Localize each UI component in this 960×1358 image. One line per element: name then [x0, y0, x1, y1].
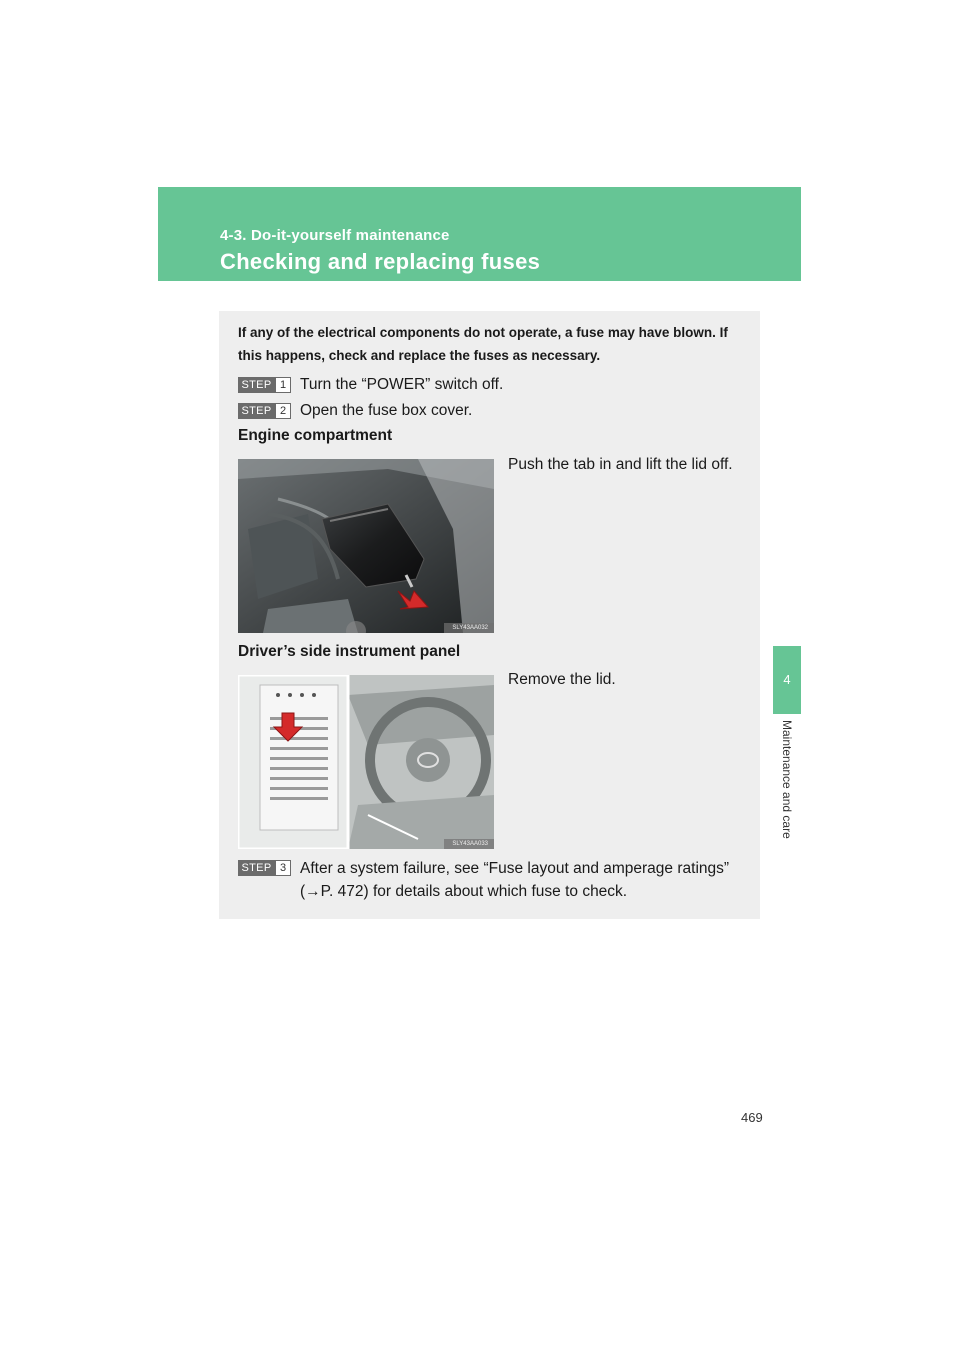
chapter-name: Maintenance and care	[780, 720, 794, 839]
engine-fuse-box-photo	[238, 459, 494, 633]
step-2-text: Open the fuse box cover.	[300, 402, 473, 419]
content-panel	[219, 311, 760, 919]
engine-compartment-illustration	[238, 459, 494, 633]
section-label: 4-3. Do-it-yourself maintenance	[220, 227, 450, 244]
step-1-text: Turn the “POWER” switch off.	[300, 376, 504, 393]
engine-compartment-heading: Engine compartment	[238, 427, 393, 444]
instrument-panel-photo	[238, 675, 494, 849]
page-number: 469	[741, 1110, 763, 1125]
engine-caption: Push the tab in and lift the lid off.	[508, 456, 733, 473]
step-badge: STEP 1	[238, 377, 291, 393]
step-3-text: After a system failure, see “Fuse layout and amperage ratings” (→P. 472) for details about which fuse to check.	[300, 860, 730, 900]
chapter-tab[interactable]	[773, 646, 801, 714]
step-badge: STEP 3	[238, 860, 291, 876]
chapter-side-label	[770, 720, 804, 870]
chapter-header	[158, 187, 801, 281]
step-badge: STEP 2	[238, 403, 291, 419]
instrument-caption: Remove the lid.	[508, 671, 616, 688]
image-code: SLY43AA032	[452, 625, 488, 631]
chapter-number: 4	[783, 672, 791, 687]
instrument-panel-illustration	[238, 675, 494, 849]
page-title: Checking and replacing fuses	[220, 249, 541, 274]
intro-text: If any of the electrical components do not operate, a fuse may have blown. If this happens, check and replace the fuses as necessary.	[238, 325, 728, 363]
instrument-panel-heading: Driver’s side instrument panel	[238, 643, 461, 660]
image-code: SLY43AA033	[452, 841, 488, 847]
